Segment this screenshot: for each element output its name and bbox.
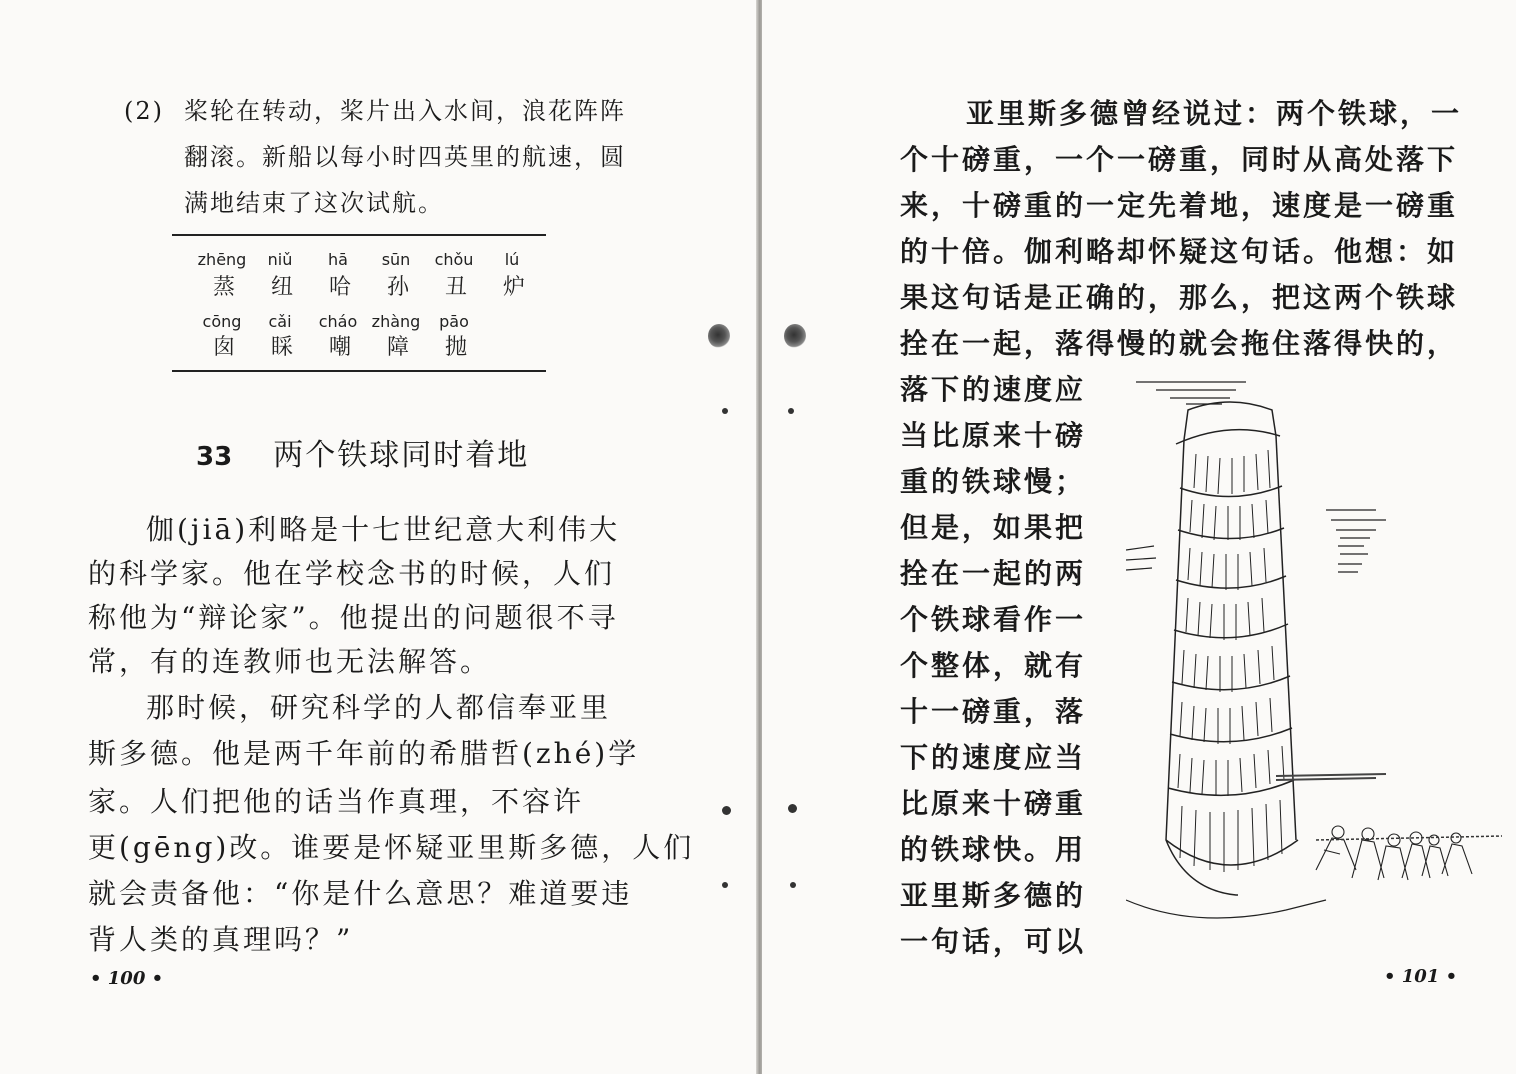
pinyin: hā xyxy=(328,250,348,269)
character: 丑 xyxy=(444,275,467,300)
pinyin: cháo xyxy=(318,312,358,331)
pinyin: zhēng xyxy=(197,250,247,269)
character: 孙 xyxy=(386,275,409,300)
body-line: 但是，如果把 xyxy=(900,511,1087,544)
body-line: 的铁球快。用 xyxy=(900,833,1087,866)
character: 炉 xyxy=(502,275,525,300)
speck xyxy=(722,806,731,815)
binding-hole xyxy=(784,324,806,348)
speck xyxy=(788,804,797,813)
body-line: 十一磅重，落 xyxy=(900,695,1087,728)
character: 障 xyxy=(386,335,409,360)
pinyin: niǔ xyxy=(267,250,293,269)
pinyin: cǎi xyxy=(268,312,292,331)
body-line: 拴在一起的两 xyxy=(900,557,1087,590)
body-line: 重的铁球慢； xyxy=(900,465,1087,498)
body-line: 亚里斯多德的 xyxy=(900,879,1087,912)
body-line: 个整体，就有 xyxy=(900,649,1087,682)
lesson-title: 两个铁球同时着地 xyxy=(273,438,530,473)
body-line: 下的速度应当 xyxy=(900,741,1087,774)
body-line: 那时候，研究科学的人都信奉亚里 xyxy=(146,691,612,724)
leaning-tower-illustration xyxy=(1126,370,1502,960)
exercise-number: (2) xyxy=(124,97,164,125)
pinyin: zhàng xyxy=(371,312,421,331)
lesson-number: 33 xyxy=(196,442,233,472)
binding-hole xyxy=(708,324,730,348)
exercise-line: 翻滚。新船以每小时四英里的航速，圆 xyxy=(184,143,626,171)
body-line: 更(gēng)改。谁要是怀疑亚里斯多德，人们 xyxy=(88,831,695,864)
vocab-bottom-rule xyxy=(172,370,546,372)
page-number: • 100 • xyxy=(90,968,164,989)
lesson-heading xyxy=(196,430,529,474)
pinyin: pāo xyxy=(439,312,469,331)
body-line: 亚里斯多德曾经说过：两个铁球，一 xyxy=(966,97,1463,130)
body-line: 伽(jiā)利略是十七世纪意大利伟大 xyxy=(146,513,621,546)
body-line: 就会责备他：“你是什么意思？难道要违 xyxy=(88,877,633,910)
right-page xyxy=(762,0,1516,1074)
body-line: 当比原来十磅 xyxy=(900,419,1087,452)
exercise-line: 桨轮在转动，桨片出入水间，浪花阵阵 xyxy=(184,97,626,125)
body-line: 落下的速度应 xyxy=(900,373,1087,406)
pinyin: cōng xyxy=(202,312,242,331)
speck xyxy=(788,408,794,414)
character: 抛 xyxy=(444,335,467,360)
vocab-top-rule xyxy=(172,234,546,236)
pinyin: sūn xyxy=(381,250,411,269)
body-line: 拴在一起，落得慢的就会拖住落得快的， xyxy=(900,327,1459,360)
body-line: 家。人们把他的话当作真理，不容许 xyxy=(88,785,585,818)
exercise-line: 满地结束了这次试航。 xyxy=(184,189,444,217)
character: 哈 xyxy=(328,275,351,300)
pinyin: chǒu xyxy=(434,250,474,269)
character: 囱 xyxy=(212,335,235,360)
page-number: • 101 • xyxy=(1384,966,1458,987)
body-line: 比原来十磅重 xyxy=(900,787,1087,820)
body-line: 个铁球看作一 xyxy=(900,603,1087,636)
speck xyxy=(722,882,728,888)
speck xyxy=(790,882,796,888)
body-line: 来，十磅重的一定先着地，速度是一磅重 xyxy=(900,189,1459,222)
body-line: 个十磅重，一个一磅重，同时从高处落下 xyxy=(900,143,1459,176)
body-line: 一句话，可以 xyxy=(900,925,1087,958)
body-line: 果这句话是正确的，那么，把这两个铁球 xyxy=(900,281,1459,314)
body-line: 斯多德。他是两千年前的希腊哲(zhé)学 xyxy=(88,737,640,770)
speck xyxy=(722,408,728,414)
body-line: 的十倍。伽利略却怀疑这句话。他想：如 xyxy=(900,235,1459,268)
body-line: 称他为“辩论家”。他提出的问题很不寻 xyxy=(88,601,619,634)
body-line: 常，有的连教师也无法解答。 xyxy=(88,645,492,678)
body-line: 的科学家。他在学校念书的时候，人们 xyxy=(88,557,616,590)
character: 嘲 xyxy=(328,335,351,360)
body-line: 背人类的真理吗？” xyxy=(88,923,354,956)
pinyin: lú xyxy=(504,250,520,269)
character: 蒸 xyxy=(212,275,235,300)
character: 睬 xyxy=(270,335,293,360)
character: 纽 xyxy=(270,275,293,300)
